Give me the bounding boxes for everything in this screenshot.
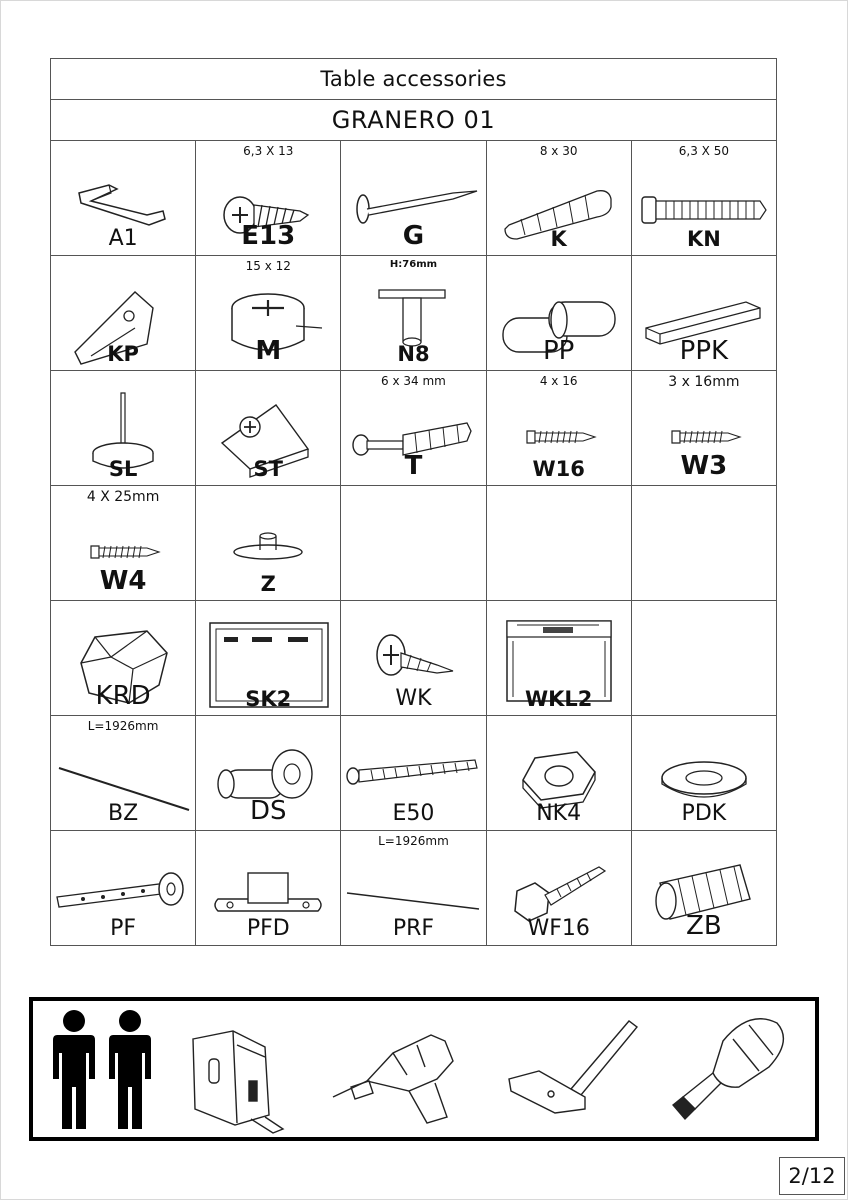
hammer-icon [509, 1021, 637, 1113]
part-cell-w4 [51, 486, 196, 601]
part-code: G [402, 221, 425, 251]
part-code: DS [250, 796, 287, 826]
part-cell-wkl2 [486, 601, 631, 716]
part-code: PP [542, 336, 575, 366]
part-code: PFD [246, 916, 290, 941]
part-cell-bz [51, 716, 196, 831]
part-cell-e50 [341, 716, 486, 831]
part-code: W16 [532, 457, 585, 481]
part-cell-wk [341, 601, 486, 716]
part-code: ZB [686, 911, 722, 941]
table-row [51, 141, 777, 256]
part-cell-k [486, 141, 631, 256]
part-cell-z [196, 486, 341, 601]
part-cell-g [341, 141, 486, 256]
part-cell-kn [631, 141, 776, 256]
part-code: E50 [392, 801, 435, 826]
empty-cell [341, 486, 486, 601]
table-row [51, 831, 777, 946]
part-code: W3 [680, 451, 728, 481]
part-cell-w3 [631, 371, 776, 486]
part-code: PDK [681, 801, 727, 826]
table-row [51, 716, 777, 831]
part-code: A1 [108, 226, 138, 251]
part-code: WK [395, 686, 432, 711]
part-code: PPK [679, 336, 729, 366]
part-cell-t [341, 371, 486, 486]
part-code: KP [107, 342, 139, 366]
screwdriver-icon [673, 1019, 783, 1119]
part-cell-st [196, 371, 341, 486]
part-code: Z [260, 572, 276, 596]
part-code: KRD [95, 681, 151, 711]
part-cell-n8 [341, 256, 486, 371]
part-dimension: 6,3 X 50 [678, 144, 729, 158]
part-code: W4 [99, 566, 147, 596]
part-cell-ds [196, 716, 341, 831]
part-code: SL [108, 457, 138, 481]
part-dimension: 3 x 16mm [668, 374, 740, 390]
table-row [51, 256, 777, 371]
part-dimension: 6,3 X 13 [243, 144, 294, 158]
model-name: GRANERO 01 [51, 100, 777, 141]
part-cell-zb [631, 831, 776, 946]
part-dimension: 4 x 16 [539, 374, 578, 388]
part-dimension: 15 x 12 [245, 259, 291, 273]
part-cell-wf16 [486, 831, 631, 946]
part-dimension: H:76mm [389, 259, 438, 270]
empty-cell [486, 486, 631, 601]
part-cell-sk2 [196, 601, 341, 716]
two-people-icon [53, 1010, 151, 1129]
accessories-table [50, 58, 777, 946]
part-code: PRF [392, 916, 435, 941]
part-code: KN [686, 227, 721, 251]
part-cell-krd [51, 601, 196, 716]
part-cell-pdk [631, 716, 776, 831]
part-code: M [255, 336, 282, 366]
part-cell-a1 [51, 141, 196, 256]
measuring-tape-icon [193, 1031, 283, 1133]
power-drill-icon [333, 1035, 453, 1123]
part-cell-pp [486, 256, 631, 371]
part-cell-kp [51, 256, 196, 371]
table-row [51, 601, 777, 716]
table-row [51, 486, 777, 601]
page-number: 2/12 [779, 1157, 845, 1195]
part-cell-ppk [631, 256, 776, 371]
table-title: Table accessories [51, 59, 777, 100]
part-cell-prf [341, 831, 486, 946]
part-dimension: L=1926mm [378, 834, 449, 848]
part-code: T [404, 451, 423, 481]
empty-cell [631, 601, 776, 716]
part-code: NK4 [536, 801, 582, 826]
required-tools-panel [29, 997, 819, 1141]
part-dimension: 6 x 34 mm [381, 374, 446, 388]
part-code: SK2 [245, 687, 292, 711]
part-code: N8 [397, 342, 430, 366]
part-cell-pfd [196, 831, 341, 946]
part-code: WF16 [527, 916, 590, 941]
part-code: PF [110, 916, 137, 941]
table-row [51, 371, 777, 486]
empty-cell [631, 486, 776, 601]
part-cell-sl [51, 371, 196, 486]
part-dimension: 8 x 30 [539, 144, 578, 158]
part-cell-m [196, 256, 341, 371]
part-code: K [550, 227, 567, 251]
part-code: ST [253, 457, 283, 481]
part-cell-nk4 [486, 716, 631, 831]
part-code: E13 [241, 221, 296, 251]
part-cell-w16 [486, 371, 631, 486]
part-code: BZ [108, 801, 139, 826]
part-cell-e13 [196, 141, 341, 256]
part-code: WKL2 [524, 687, 593, 711]
part-cell-pf [51, 831, 196, 946]
part-dimension: 4 X 25mm [86, 489, 160, 505]
part-dimension: L=1926mm [87, 719, 159, 733]
